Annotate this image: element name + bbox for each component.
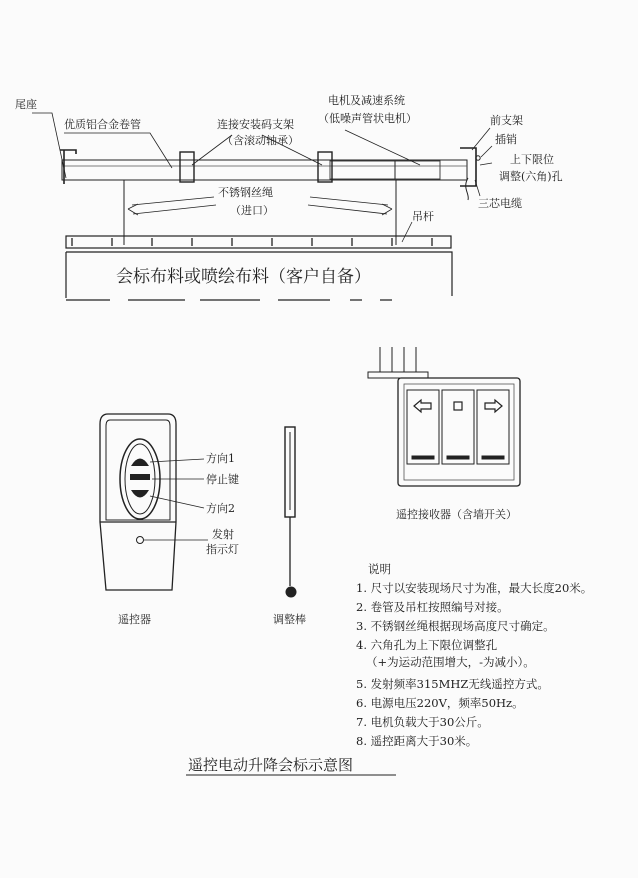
label-direction1: 方向1 bbox=[206, 452, 235, 465]
label-receiver-caption: 遥控接收器（含墙开关） bbox=[396, 508, 517, 521]
middle-bracket-left bbox=[180, 152, 194, 182]
note-item-6: 6. 电源电压220V，频率50Hz。 bbox=[356, 696, 524, 710]
receiver-inner bbox=[404, 384, 514, 480]
label-front-bracket: 前支架 bbox=[490, 114, 523, 127]
notes-heading: 说明 bbox=[368, 562, 391, 576]
label-stop-key: 停止键 bbox=[206, 473, 239, 486]
label-cable: 三芯电缆 bbox=[478, 197, 522, 210]
remote-upper bbox=[106, 420, 170, 520]
label-motor-line1: 电机及减速系统 bbox=[328, 94, 405, 107]
label-tail-seat: 尾座 bbox=[15, 98, 37, 111]
switch-middle bbox=[442, 390, 474, 464]
label-pin: 插销 bbox=[495, 133, 517, 146]
note-item-8: 8. 遥控距离大于30米。 bbox=[356, 734, 478, 748]
receiver-box bbox=[398, 378, 520, 486]
label-hanging-rod: 吊杆 bbox=[412, 210, 434, 223]
motor-section bbox=[330, 161, 440, 179]
adjust-rod bbox=[285, 427, 297, 598]
remote-up-button bbox=[131, 459, 149, 467]
note-item-3: 3. 不锈钢丝绳根据现场高度尺寸确定。 bbox=[356, 619, 555, 633]
remote-device bbox=[100, 414, 208, 590]
switch-left bbox=[407, 390, 439, 464]
label-alloy-tube: 优质铝合金卷管 bbox=[64, 118, 141, 131]
roller-tube bbox=[62, 160, 467, 180]
emit-indicator-light bbox=[137, 537, 144, 544]
note-item-5: 5. 发射频率315MHZ无线遥控方式。 bbox=[356, 677, 549, 691]
switch-right bbox=[477, 390, 509, 464]
note-item-7: 7. 电机负载大于30公斤。 bbox=[356, 715, 489, 729]
diagram-title: 遥控电动升降会标示意图 bbox=[188, 756, 354, 774]
label-limit-line1: 上下限位 bbox=[510, 153, 554, 166]
note-item-4: 4. 六角孔为上下限位调整孔 bbox=[356, 638, 498, 652]
note-item-4-sub: （+为运动范围增大，-为减小）。 bbox=[366, 655, 535, 669]
label-direction2: 方向2 bbox=[206, 502, 235, 515]
label-emit-line1: 发射 bbox=[212, 528, 234, 541]
note-item-2: 2. 卷管及吊杠按照编号对接。 bbox=[356, 600, 509, 614]
label-remote-caption: 遥控器 bbox=[118, 613, 151, 626]
remote-body bbox=[100, 414, 176, 590]
note-item-1: 1. 尺寸以安装现场尺寸为准，最大长度20米。 bbox=[356, 581, 593, 595]
receiver bbox=[368, 347, 520, 486]
remote-down-button bbox=[131, 490, 149, 498]
arrow-right-icon bbox=[485, 400, 502, 412]
label-banner: 会标布料或喷绘布料（客户自备） bbox=[116, 267, 371, 287]
label-bracket-line2: （含滚动轴承） bbox=[222, 134, 299, 147]
label-limit-line2: 调整(六角)孔 bbox=[499, 170, 563, 183]
label-inlet: （进口） bbox=[230, 204, 274, 217]
label-adjust-rod-caption: 调整棒 bbox=[273, 613, 306, 626]
stop-square-icon bbox=[454, 402, 462, 410]
label-wire-rope: 不锈钢丝绳 bbox=[218, 186, 273, 199]
remote-stop-button bbox=[130, 474, 150, 480]
label-motor-line2: （低噪声管状电机） bbox=[318, 112, 417, 125]
label-emit-line2: 指示灯 bbox=[206, 543, 239, 556]
arrow-left-icon bbox=[414, 400, 431, 412]
label-bracket-line1: 连接安装码支架 bbox=[217, 118, 294, 131]
three-core-cable bbox=[466, 178, 469, 200]
